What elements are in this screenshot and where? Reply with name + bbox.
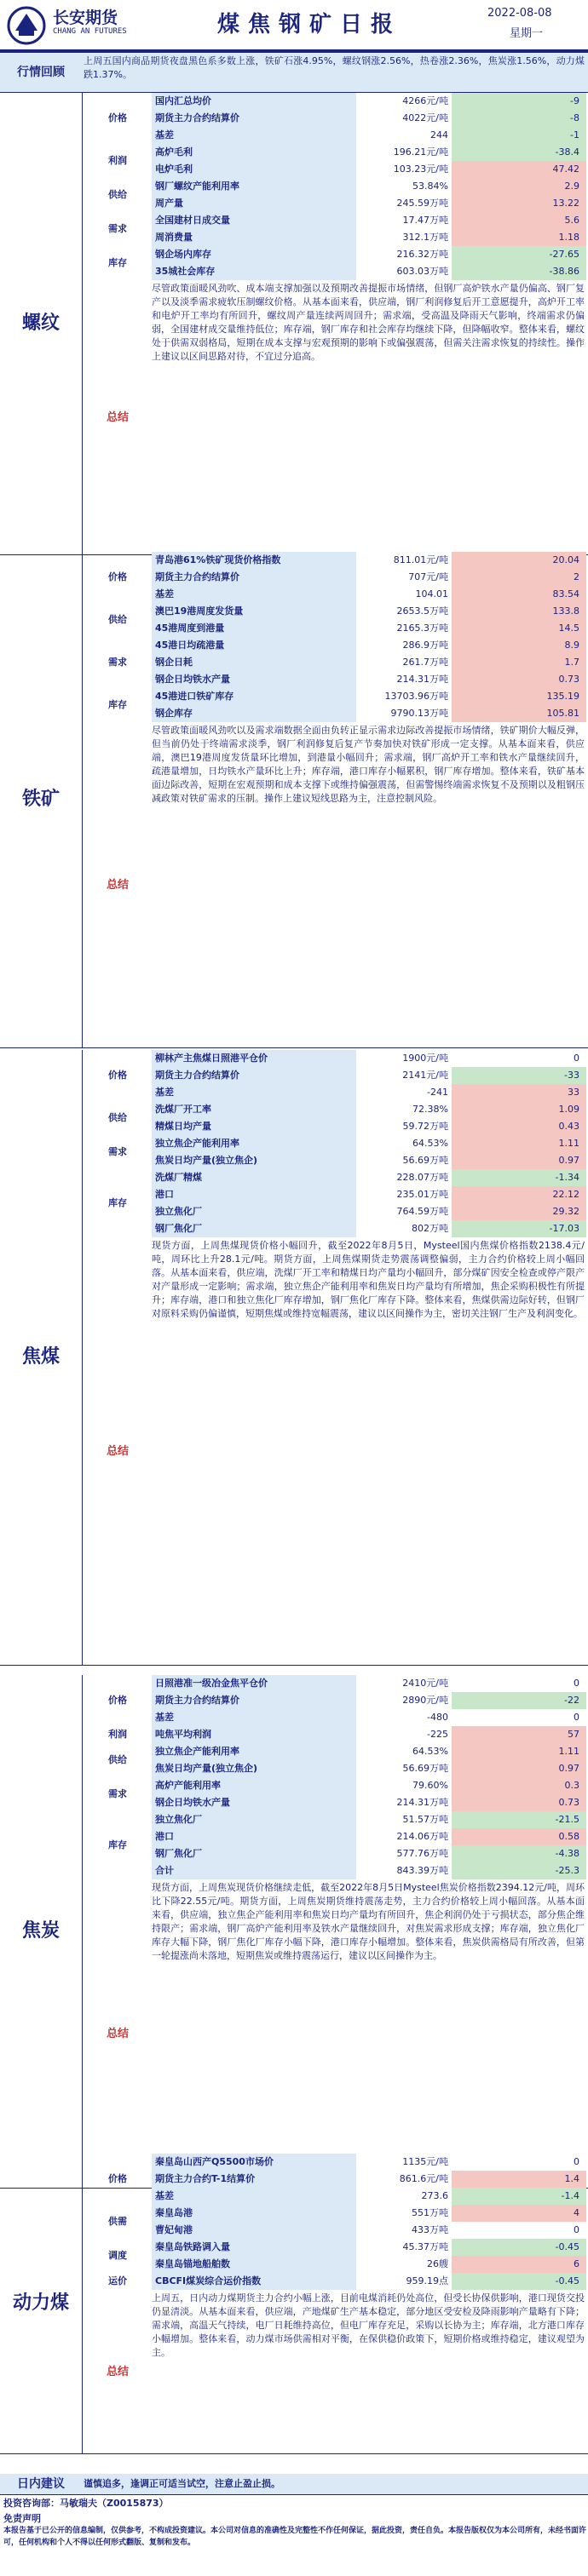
data-row [152,1152,586,1170]
metric-name: 钢企日耗 [152,654,356,671]
metric-change: 0 [452,1050,586,1067]
summary-text: 现货方面，上周焦煤现货价格小幅回升，截至2022年8月5日，Mysteel国内焦煤价格指数2138.4元/吨，周环比上升28.1元/吨。期货方面，上周焦煤期货走势震荡调整偏弱，主力合约价格较上周小幅回落。从基本面来看，供应端，洗煤厂开工率和精煤日均产量均小幅回升，部分煤矿因安全检查或停产限产对产量形成一定影响；需求端，独立焦企产能利用率和焦炭日均产量均有所增加，焦企采购积极性有所提升；库存端，港口和独立焦化厂库存增加，钢厂焦化厂库存下降。整体来看，焦煤供需边际好转，但钢厂对原料采购仍偏谨慎，短期焦煤或维持宽幅震荡，建议以区间操作为主，密切关注钢厂生产及利润变化。 [152,1240,585,1319]
metric-value: 603.03万吨 [356,263,452,280]
metric-value: 214.06万吨 [356,1828,452,1845]
metric-name: 45港日均疏港量 [152,637,356,654]
metric-name: 日照港准一级冶金焦平仓价 [152,1675,356,1692]
metric-name: 全国建材日成交量 [152,212,356,229]
data-row [152,1692,586,1710]
metric-group-label: 需求 [108,657,127,668]
metric-name: 合计 [152,1862,356,1879]
metric-change: -4.38 [452,1845,586,1862]
summary-label: 总结 [106,879,129,892]
metric-change: 14.5 [452,620,586,637]
metric-group-label: 价格 [108,2173,127,2184]
metric-change: 0.97 [452,1152,586,1169]
metric-name: 期货主力合约结算价 [152,1067,356,1084]
metric-change: -1 [452,127,586,144]
metric-change: -38.4 [452,144,586,161]
metric-value: 2653.5万吨 [356,603,452,620]
brand-name-cn: 长安期货 [53,9,118,27]
metric-name: 基差 [152,1084,356,1101]
metric-name: 秦皇岛铁路调入量 [152,2239,356,2256]
metric-change: 22.12 [452,1186,586,1203]
metric-value: 51.57万吨 [356,1811,452,1828]
metric-value: 261.7万吨 [356,654,452,671]
metric-value: 312.1万吨 [356,229,452,246]
data-row [152,688,586,706]
commodity-label: 焦煤 [21,1346,60,1368]
metric-change: 0.73 [452,1794,586,1811]
data-row [152,246,586,264]
metric-name: 周消费量 [152,229,356,246]
metric-name: 港口 [152,1186,356,1203]
data-row [152,127,586,145]
metric-value: 56.69万吨 [356,1760,452,1777]
data-row [152,1135,586,1153]
metric-value: 802万吨 [356,1220,452,1237]
metric-change: 20.04 [452,552,586,569]
market-review-text: 上周五国内商品期货夜盘黑色系多数上涨，铁矿石涨4.95%，螺纹钢涨2.56%，热卷涨2.36%，焦炭涨1.56%，动力煤跌1.37%。 [84,55,585,80]
metric-value: 4022元/吨 [356,110,452,127]
metric-name: 港口 [152,1828,356,1845]
metric-change: 5.6 [452,212,586,229]
summary-label: 总结 [106,1445,129,1458]
metric-name: 期货主力合约结算价 [152,110,356,127]
metric-name: 秦皇岛锚地船舶数 [152,2256,356,2273]
data-row [152,2273,586,2291]
metric-value: 959.19点 [356,2273,452,2290]
metric-name: 电炉毛利 [152,161,356,178]
summary-label: 总结 [106,2028,129,2040]
section-divider [0,1047,588,1048]
metric-name: 基差 [152,1709,356,1726]
metric-name: 柳林产主焦煤日照港平仓价 [152,1050,356,1067]
metric-value: 2410元/吨 [356,1675,452,1692]
commodity-label: 焦炭 [21,1920,60,1942]
metric-change: 1.11 [452,1135,586,1152]
data-row [152,263,586,281]
metric-change: 0.73 [452,671,586,688]
metric-name: 钢企日均铁水产量 [152,1794,356,1811]
metric-value: 216.32万吨 [356,246,452,263]
column-divider [82,93,83,554]
metric-value: 45.37万吨 [356,2239,452,2256]
metric-group-label: 价格 [108,112,127,123]
metric-name: 独立焦企产能利用率 [152,1135,356,1152]
summary-text: 尽管政策面暖风劲吹、成本端支撑加强以及预期改善提振市场情绪，但钢厂高炉铁水产量仍偏高、钢厂复产以及淡季需求疲软压制螺纹价格。从基本面来看，供应端，钢厂利润修复后开工意愿提升，高炉开工率和电炉开工率均有所回升，螺纹周产量连续两周回升；需求端，受高温及降雨天气影响，终端需求仍偏弱，全国建材成交量维持低位；库存端，钢厂库存和社会库存均继续下降，但降幅收窄。整体来看，螺纹处于供需双弱格局，短期在成本支撑与宏观预期的影响下或偏强震荡，但需关注需求恢复的持续性。操作上建议以区间思路对待，不宜过分追高。 [152,283,585,362]
data-row [152,1709,586,1727]
metric-change: 1.4 [452,2171,586,2188]
metric-change: -0.45 [452,2239,586,2256]
metric-change: 0 [452,2154,586,2171]
data-row [152,552,586,570]
metric-value: 79.60% [356,1777,452,1794]
metric-value: 244 [356,127,452,144]
metric-change: 13.22 [452,195,586,212]
metric-name: 钢厂螺纹产能利用率 [152,178,356,195]
metric-group-label: 利润 [108,1729,127,1740]
metric-change: 4 [452,2205,586,2222]
metric-name: 高炉产能利用率 [152,1777,356,1794]
metric-group-label: 需求 [108,1146,127,1157]
data-row [152,705,586,723]
metric-value: 228.07万吨 [356,1169,452,1186]
metric-name: 秦皇岛山西产Q5500市场价 [152,2154,356,2171]
metric-change: 1.09 [452,1101,586,1118]
metric-value: 104.01 [356,586,452,603]
data-row [152,1203,586,1221]
metric-group-label: 调度 [108,2250,127,2261]
metric-change: 83.54 [452,586,586,603]
metric-name: 高炉毛利 [152,144,356,161]
metric-name: 钢厂焦化厂 [152,1220,356,1237]
data-row [152,229,586,247]
metric-name: CBCFI煤炭综合运价指数 [152,2273,356,2290]
data-row [152,620,586,638]
metric-group-label: 利润 [108,155,127,166]
summary-text: 尽管政策面暖风劲吹以及需求端数据全面由负转正显示需求边际改善提振市场情绪，铁矿期价大幅反弹，但当前仍处于终端需求淡季，钢厂利润修复后复产节奏加快对铁矿形成一定支撑。从基本面来看，供应端，澳巴19港周度发货量环比增加，到港量小幅回升；需求端，钢厂高炉开工率和铁水产量继续回升，疏港量增加，日均铁水产量环比上升；库存端，港口库存小幅累积，钢厂库存增加。整体来看，铁矿基本面边际改善，短期在宏观预期和成本支撑下或维持偏强震荡，但需警惕终端需求恢复不及预期以及粗钢压减政策对铁矿需求的压制。操作上建议短线思路为主，注意控制风险。 [152,725,585,804]
report-weekday: 星期一 [510,27,544,40]
metric-change: -38.86 [452,263,586,280]
data-row [152,671,586,689]
metric-name: 周产量 [152,195,356,212]
metric-group-label: 供给 [108,189,127,200]
data-row [152,1726,586,1744]
disclaimer-text: 本报告基于已公开的信息编制，仅供参考，不构成投资建议。本公司对信息的准确性及完整性不作任何保证，据此投资，责任自负。本报告版权仅为本公司所有，未经书面许可，任何机构和个人不得以任何形式翻版、复制和发布。 [3,2527,587,2547]
metric-name: 澳巴19港周度发货量 [152,603,356,620]
metric-group-label: 供需 [108,2216,127,2227]
summary-text: 现货方面，上周焦炭现货价格继续走低，截至2022年8月5日Mysteel焦炭价格指数2394.12元/吨，周环比下降22.55元/吨。期货方面，上周焦炭期货维持震荡走势，主力合约价格较上周小幅回落。从基本面来看，供应端，独立焦企产能利用率和焦炭日均产量均有所回升，焦企利润仍处于亏损状态，部分焦企维持限产；需求端，钢厂高炉产能利用率及铁水产量继续回升，对焦炭需求形成支撑；库存端，独立焦化厂库存大幅下降，钢厂焦化厂库存小幅下降，港口库存小幅增加。整体来看，焦炭供需格局有所改善，但第一轮提涨尚未落地，短期焦炭或维持震荡运行，建议以区间操作为主。 [152,1882,585,1961]
metric-name: 曹妃甸港 [152,2222,356,2239]
data-row [152,1067,586,1085]
data-row [152,195,586,213]
metric-name: 期货主力合约结算价 [152,569,356,586]
metric-change: 0 [452,1709,586,1726]
metric-value: -241 [356,1084,452,1101]
metric-name: 洗煤厂精煤 [152,1169,356,1186]
commodity-label: 螺纹 [21,313,60,334]
intraday-advice-label: 日内建议 [17,2477,65,2491]
data-row [152,2239,586,2257]
data-row [152,1084,586,1102]
metric-name: 国内汇总均价 [152,93,356,110]
metric-value: 53.84% [356,178,452,195]
metric-group-label: 需求 [108,1788,127,1799]
summary-label: 总结 [106,411,129,424]
metric-value: -225 [356,1726,452,1743]
column-divider [82,1675,83,2188]
disclaimer-title: 免责声明 [3,2513,41,2524]
metric-name: 秦皇岛港 [152,2205,356,2222]
data-row [152,1186,586,1204]
metric-value: 2141元/吨 [356,1067,452,1084]
metric-value: 64.53% [356,1135,452,1152]
metric-value: 17.47万吨 [356,212,452,229]
data-row [152,1845,586,1863]
metric-change: -1.4 [452,2188,586,2205]
data-row [152,1220,586,1238]
metric-group-label: 供给 [108,1754,127,1765]
summary-text: 上周五，日内动力煤期货主力合约小幅上涨，目前电煤消耗仍处高位，但受长协保供影响，港口现货交投仍显清淡。从基本面来看，供应端，产地煤矿生产基本稳定，部分地区受安检及降雨影响产量略有下降；需求端，高温天气持续，电厂日耗维持高位，但电厂库存充足，采购以长协为主；库存端，北方港口库存小幅增加。整体来看，动力煤市场供需相对平衡，在保供稳价政策下，短期价格或维持稳定，建议观望为主。 [152,2292,585,2358]
data-row [152,1050,586,1068]
metric-value: 843.39万吨 [356,1862,452,1879]
brand-name-en: CHANG AN FUTURES [53,27,127,36]
metric-change: 135.19 [452,688,586,705]
metric-value: 245.59万吨 [356,195,452,212]
data-row [152,1760,586,1778]
metric-value: 2165.3万吨 [356,620,452,637]
data-row [152,2188,586,2206]
metric-value: 861.6元/吨 [356,2171,452,2188]
metric-change: -0.45 [452,2273,586,2290]
metric-name: 45港进口铁矿库存 [152,688,356,705]
data-row [152,1794,586,1812]
metric-name: 钢企库存 [152,705,356,722]
metric-value: 235.01万吨 [356,1186,452,1203]
analyst-credit: 投资咨询部：马敏瑞夫（Z0015873） [3,2498,169,2509]
metric-name: 基差 [152,127,356,144]
metric-value: 64.53% [356,1743,452,1760]
metric-name: 焦炭日均产量(独立焦企) [152,1760,356,1777]
metric-value: 56.69万吨 [356,1152,452,1169]
data-row [152,2154,586,2172]
metric-change: -25.3 [452,1862,586,1879]
metric-change: -33 [452,1067,586,1084]
metric-change: 0 [452,2222,586,2239]
metric-change: 8.9 [452,637,586,654]
data-row [152,1743,586,1761]
metric-group-label: 价格 [108,571,127,582]
metric-value: 286.9万吨 [356,637,452,654]
metric-name: 独立焦企产能利用率 [152,1743,356,1760]
data-row [152,2171,586,2189]
metric-change: -17.03 [452,1220,586,1237]
metric-change: -21.5 [452,1811,586,1828]
commodity-label: 动力煤 [12,2292,69,2314]
metric-change: -8 [452,110,586,127]
metric-value: 811.01元/吨 [356,552,452,569]
report-title: 煤焦钢矿日报 [217,12,402,37]
market-review-label: 行情回顾 [17,66,65,79]
data-row [152,603,586,621]
metric-value: 13703.96万吨 [356,688,452,705]
metric-value: 26艘 [356,2256,452,2273]
metric-change: 1.18 [452,229,586,246]
data-row [152,1828,586,1846]
metric-value: 707元/吨 [356,569,452,586]
metric-change: 0.43 [452,1118,586,1135]
data-row [152,569,586,587]
metric-name: 独立焦化厂 [152,1203,356,1220]
data-row [152,1675,586,1693]
metric-change: 133.8 [452,603,586,620]
metric-change: 57 [452,1726,586,1743]
metric-group-label: 库存 [108,1839,127,1850]
commodity-label: 铁矿 [21,789,60,810]
metric-value: 72.38% [356,1101,452,1118]
metric-value: 551万吨 [356,2205,452,2222]
report-header [0,0,588,53]
data-row [152,161,586,179]
metric-change: 33 [452,1084,586,1101]
metric-name: 45港周度到港量 [152,620,356,637]
column-divider [82,1050,83,1665]
data-row [152,178,586,196]
metric-group-label: 库存 [108,699,127,710]
data-row [152,2222,586,2240]
metric-name: 35城社会库存 [152,263,356,280]
metric-group-label: 运价 [108,2275,127,2286]
metric-change: -22 [452,1692,586,1709]
metric-change: 2 [452,569,586,586]
data-row [152,110,586,128]
metric-value: 9790.13万吨 [356,705,452,722]
metric-value: 59.72万吨 [356,1118,452,1135]
metric-name: 精煤日均产量 [152,1118,356,1135]
column-divider [82,552,83,1047]
metric-change: -9 [452,93,586,110]
section-divider [0,1665,588,1666]
metric-value: 2890元/吨 [356,1692,452,1709]
metric-change: 29.32 [452,1203,586,1220]
intraday-advice-text: 谨慎追多，逢调正可适当试空，注意止盈止损。 [84,2478,280,2489]
metric-value: 103.23元/吨 [356,161,452,178]
metric-value: 214.31万吨 [356,1794,452,1811]
metric-group-label: 价格 [108,1695,127,1706]
metric-change: -27.65 [452,246,586,263]
metric-change: 47.42 [452,161,586,178]
data-row [152,1101,586,1119]
metric-change: 1.11 [452,1743,586,1760]
metric-value: 196.21元/吨 [356,144,452,161]
metric-change: 0 [452,1675,586,1692]
data-row [152,1862,586,1880]
metric-name: 钢企场内库存 [152,246,356,263]
metric-value: 577.76万吨 [356,1845,452,1862]
metric-change: 105.81 [452,705,586,722]
metric-name: 焦炭日均产量(独立焦企) [152,1152,356,1169]
metric-name: 钢厂焦化厂 [152,1845,356,1862]
section-divider [0,2453,588,2454]
metric-change: -1.34 [452,1169,586,1186]
report-date: 2022-08-08 [487,7,552,20]
metric-value: 764.59万吨 [356,1203,452,1220]
metric-change: 1.7 [452,654,586,671]
metric-group-label: 供给 [108,614,127,625]
data-row [152,1777,586,1795]
brand-logo [5,5,48,46]
metric-change: 0.58 [452,1828,586,1845]
metric-value: -480 [356,1709,452,1726]
metric-group-label: 需求 [108,223,127,234]
metric-value: 214.31万吨 [356,671,452,688]
data-row [152,212,586,230]
metric-change: 0.3 [452,1777,586,1794]
metric-change: 2.9 [452,178,586,195]
data-row [152,144,586,162]
metric-name: 吨焦平均利润 [152,1726,356,1743]
metric-change: 0.97 [452,1760,586,1777]
metric-name: 独立焦化厂 [152,1811,356,1828]
data-row [152,2205,586,2223]
metric-name: 期货主力合约结算价 [152,1692,356,1709]
data-row [152,1118,586,1136]
data-row [152,1811,586,1829]
metric-group-label: 库存 [108,257,127,268]
metric-value: 1900元/吨 [356,1050,452,1067]
metric-value: 4266元/吨 [356,93,452,110]
metric-value: 433万吨 [356,2222,452,2239]
metric-name: 期货主力合约T-1结算价 [152,2171,356,2188]
data-row [152,654,586,672]
summary-label: 总结 [106,2366,129,2378]
metric-group-label: 供给 [108,1112,127,1123]
metric-name: 钢企日均铁水产量 [152,671,356,688]
metric-name: 青岛港61%铁矿现货价格指数 [152,552,356,569]
data-row [152,637,586,655]
metric-name: 基差 [152,2188,356,2205]
column-divider [82,2154,83,2453]
metric-group-label: 库存 [108,1197,127,1208]
data-row [152,1169,586,1187]
metric-value: 1135元/吨 [356,2154,452,2171]
metric-name: 洗煤厂开工率 [152,1101,356,1118]
metric-change: 6 [452,2256,586,2273]
data-row [152,93,586,111]
metric-value: 273.6 [356,2188,452,2205]
data-row [152,586,586,604]
data-row [152,2256,586,2274]
metric-name: 基差 [152,586,356,603]
metric-group-label: 价格 [108,1070,127,1081]
